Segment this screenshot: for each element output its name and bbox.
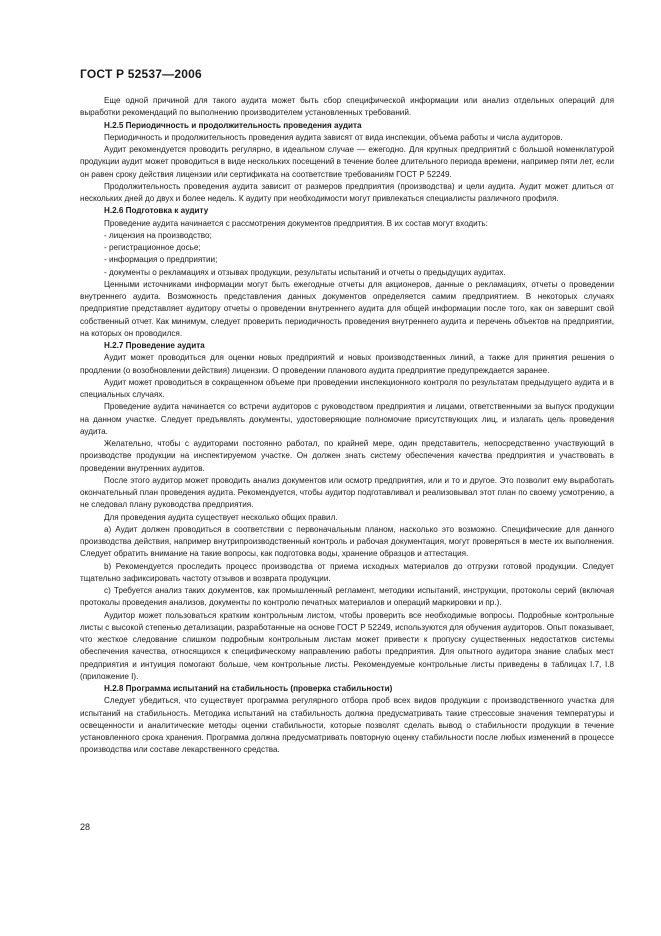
paragraph: Следует убедиться, что существует программа регулярного отбора проб всех видов продукции с производственного участка для испытаний на стабильность. Методика испытаний на стабильность должна предусматривать такие стрессовые значения температуры и освещенности и аналитические методы оценки стабильности, которые позволят сделать вывод о стабильности продукции в течение установленного срока хранения. Программа должна предусматривать повторную оценку стабильности после любых изменений в процессе производства или составе лекарственного средства. xyxy=(80,696,614,755)
section-heading: Н.2.5 Периодичность и продолжительность проведения аудита xyxy=(104,120,362,130)
paragraph: а) Аудит должен проводиться в соответствии с первоначальным планом, насколько это возможно. Специфические для данного производства действия, например внутрипроизводственный контроль и рабочая документация, могут проверяться в месте их выполнения. Следует обратить внимание на такие вопросы, как подготовка воды, хранение образцов и аттестация. xyxy=(80,524,614,559)
page-header: ГОСТ Р 52537—2006 xyxy=(80,67,202,81)
paragraph: b) Рекомендуется проследить процесс производства от приема исходных материалов до отгрузки готовой продукции. Следует тщательно зафиксировать частоту отзывов и возврата продукции. xyxy=(80,561,614,583)
list-item: - документы о рекламациях и отзывах продукции, результаты испытаний и отчеты о предыдущих аудитах. xyxy=(104,267,506,277)
paragraph: Аудит рекомендуется проводить регулярно, в идеальном случае — ежегодно. Для крупных предприятий с большой номенклатурой продукции аудит может проводиться в виде нескольких посещений в течение более длительного периода времени, например пяти лет, если он равен сроку действия лицензии или сертификата на соответствие требованиям ГОСТ Р 52249. xyxy=(80,145,614,179)
paragraph: Для проведения аудита существует несколько общих правил. xyxy=(104,512,338,522)
paragraph: Аудитор может пользоваться кратким контрольным листом, чтобы проверить все необходимые вопросы. Подробные контрольные листы с высокой степенью детализации, разработанные на основе ГОСТ Р 52249, используются для обучения аудиторов. Опыт показывает, что жесткое следование слишком подробным контрольным листам может привести к пропуску существенных недостатков системы обеспечения качества, относящихся к специфическому направлению работы предприятия. Для опытного аудитора знание слабых мест предприятия и интуиция помогают больше, чем контрольные листы. Рекомендуемые контрольные листы приведены в таблицах І.7, І.8 (приложение І). xyxy=(80,610,614,681)
paragraph: с) Требуется анализ таких документов, как промышленный регламент, методики испытаний, инструкции, протоколы серий (включая протоколы проведения анализов, документы по контролю печатных материалов и операций маркировки и пр.). xyxy=(80,586,614,608)
paragraph: Аудит может проводиться для оценки новых предприятий и новых производственных линий, а также для принятия решения о продлении (о возобновлении действия) лицензии. О проведении планового аудита предприятие предупреждается заранее. xyxy=(80,353,614,375)
paragraph: Периодичность и продолжительность проведения аудита зависят от вида инспекции, объема работы и числа аудиторов. xyxy=(104,132,563,142)
paragraph: Желательно, чтобы с аудиторами постоянно работал, по крайней мере, один представитель, непосредственно участвующий в производстве продукции на инспектируемом участке. Он должен знать систему обеспечения качества предприятия и участвовать в проведении внутренних аудитов. xyxy=(80,439,614,473)
document-body xyxy=(80,95,614,757)
paragraph: Проведение аудита начинается со встречи аудиторов с руководством предприятия и лицами, ответственными за выпуск продукции на данном участке. Следует предъявлять документы, удостоверяющие полномочие присутствующих лиц, и излагать цель проведения аудита. xyxy=(80,402,614,436)
list-item: - информация о предприятии; xyxy=(104,255,218,265)
paragraph: Проведение аудита начинается с рассмотрения документов предприятия. В их состав могут входить: xyxy=(104,218,488,228)
paragraph: Продолжительность проведения аудита зависит от размеров предприятия (производства) и цели аудита. Аудит может длиться от нескольких дней до двух и более недель. К аудиту при необходимости могут привлекаться специалисты различного профиля. xyxy=(80,181,614,203)
list-item: - регистрационное досье; xyxy=(104,243,201,252)
paragraph: После этого аудитор может проводить анализ документов или осмотр предприятия, или и то и другое. Это позволит ему выработать окончательный план проведения аудита. Рекомендуется, чтобы аудитор подготавливал и реализовывал этот план по своему усмотрению, а не следовал плану руководства предприятия. xyxy=(80,475,614,510)
page-number: 28 xyxy=(80,822,91,832)
list-item: - лицензия на производство; xyxy=(104,230,212,240)
paragraph: Ценными источниками информации могут быть ежегодные отчеты для акционеров, данные о рекламациях, отчеты о проведении внутреннего аудита. Возможность представления данных документов определяется самим предприятием. В некоторых случаях предприятие представляет аудитору отчеты о проведении внутреннего аудита для общей информации после того, как он завершит свой собственный отчет. Как минимум, следует проверить периодичность проведения внутреннего аудита и перечень объектов на предприятии, на которых он проводился. xyxy=(80,279,614,338)
paragraph: Еще одной причиной для такого аудита может быть сбор специфической информации или анализ отдельных операций для выработки рекомендаций по выполнению производителем установленных требований. xyxy=(80,96,614,118)
section-heading: Н.2.7 Проведение аудита xyxy=(104,341,205,350)
section-heading: Н.2.6 Подготовка к аудиту xyxy=(104,206,209,216)
paragraph: Аудит может проводиться в сокращенном объеме при проведении инспекционного контроля по результатам предыдущего аудита и в специальных случаях. xyxy=(80,377,614,399)
section-heading: Н.2.8 Программа испытаний на стабильность (проверка стабильности) xyxy=(104,684,393,693)
